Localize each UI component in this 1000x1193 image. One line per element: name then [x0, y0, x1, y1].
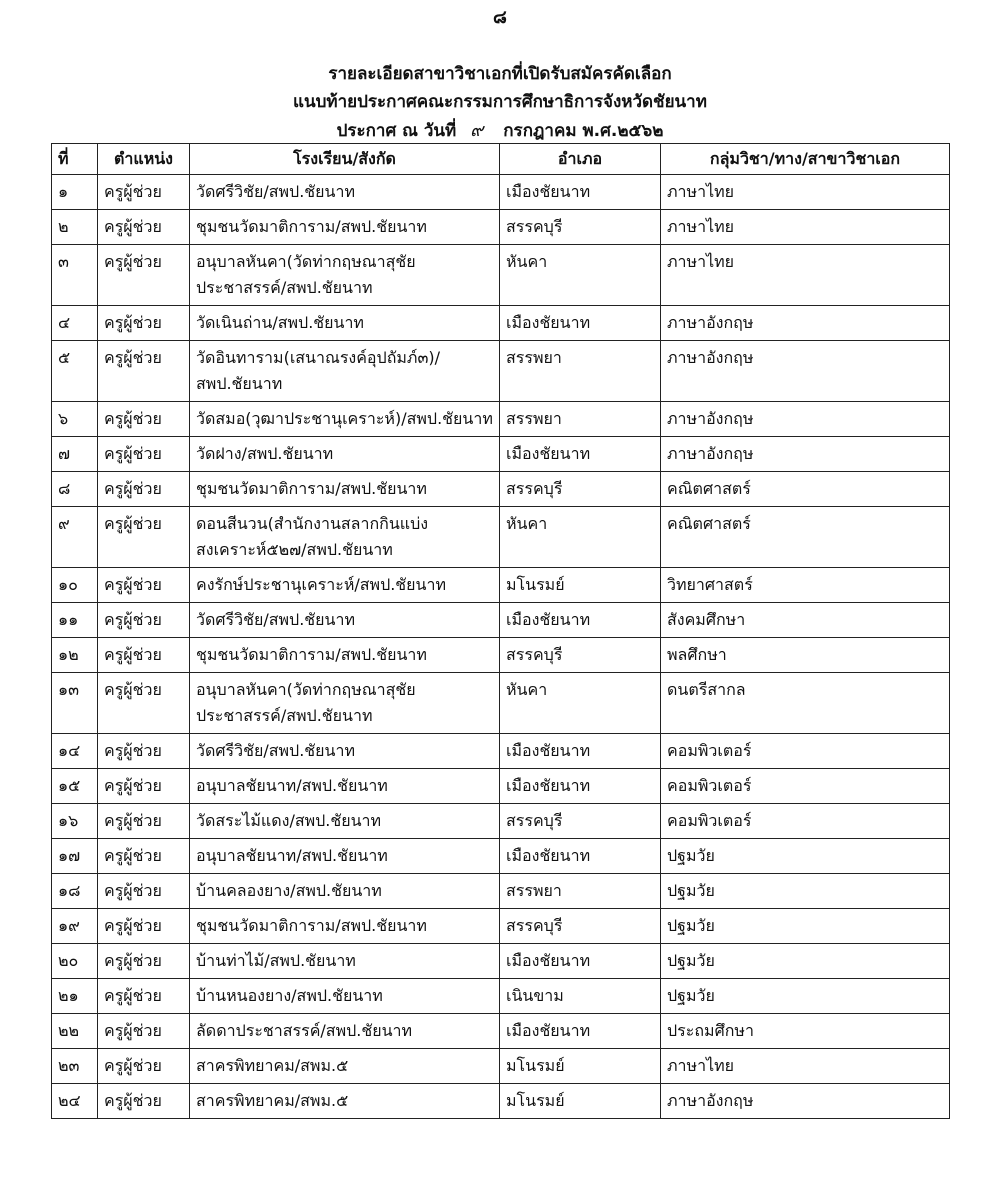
document-subtitle: แนบท้ายประกาศคณะกรรมการศึกษาธิการจังหวัดชัยนาท — [293, 92, 707, 112]
cell-subject: ปฐมวัย — [661, 979, 950, 1014]
cell-school: อนุบาลชัยนาท/สพป.ชัยนาท — [190, 839, 500, 874]
cell-district: เมืองชัยนาท — [500, 734, 661, 769]
cell-district: มโนรมย์ — [500, 568, 661, 603]
cell-subject: ภาษาไทย — [661, 1049, 950, 1084]
cell-subject: คอมพิวเตอร์ — [661, 734, 950, 769]
table-row — [52, 437, 950, 472]
cell-subject: วิทยาศาสตร์ — [661, 568, 950, 603]
cell-subject: ประถมศึกษา — [661, 1014, 950, 1049]
cell-position: ครูผู้ช่วย — [98, 874, 190, 909]
cell-school: วัดสระไม้แดง/สพป.ชัยนาท — [190, 804, 500, 839]
cell-no: ๖ — [52, 402, 98, 437]
table-row — [52, 472, 950, 507]
cell-district: สรรคบุรี — [500, 210, 661, 245]
cell-no: ๑๒ — [52, 638, 98, 673]
table-row — [52, 603, 950, 638]
cell-no: ๒๐ — [52, 944, 98, 979]
cell-position: ครูผู้ช่วย — [98, 568, 190, 603]
header-school: โรงเรียน/สังกัด — [190, 144, 500, 175]
table-header-row — [52, 144, 950, 175]
cell-no: ๑๙ — [52, 909, 98, 944]
cell-subject: ภาษาอังกฤษ — [661, 1084, 950, 1119]
cell-position: ครูผู้ช่วย — [98, 341, 190, 402]
cell-school: วัดศรีวิชัย/สพป.ชัยนาท — [190, 603, 500, 638]
date-day-handwritten: ๙ — [470, 120, 484, 141]
cell-no: ๑๗ — [52, 839, 98, 874]
cell-position: ครูผู้ช่วย — [98, 909, 190, 944]
cell-district: เมืองชัยนาท — [500, 175, 661, 210]
cell-position: ครูผู้ช่วย — [98, 804, 190, 839]
cell-district: เมืองชัยนาท — [500, 1014, 661, 1049]
cell-school: ชุมชนวัดมาติการาม/สพป.ชัยนาท — [190, 909, 500, 944]
cell-subject: คอมพิวเตอร์ — [661, 769, 950, 804]
cell-district: เมืองชัยนาท — [500, 306, 661, 341]
table-row — [52, 769, 950, 804]
cell-school: อนุบาลหันคา(วัดท่ากฤษณาสุชัยประชาสรรค์/สพป.ชัยนาท — [190, 673, 500, 734]
cell-school: ลัดดาประชาสรรค์/สพป.ชัยนาท — [190, 1014, 500, 1049]
table-row — [52, 402, 950, 437]
table-row — [52, 245, 950, 306]
cell-position: ครูผู้ช่วย — [98, 673, 190, 734]
cell-position: ครูผู้ช่วย — [98, 734, 190, 769]
cell-position: ครูผู้ช่วย — [98, 603, 190, 638]
table-row — [52, 210, 950, 245]
cell-no: ๒๑ — [52, 979, 98, 1014]
announcement-date-line — [0, 115, 1000, 144]
cell-no: ๑๑ — [52, 603, 98, 638]
cell-position: ครูผู้ช่วย — [98, 979, 190, 1014]
table-row — [52, 874, 950, 909]
cell-school: วัดฝาง/สพป.ชัยนาท — [190, 437, 500, 472]
cell-subject: ปฐมวัย — [661, 874, 950, 909]
cell-position: ครูผู้ช่วย — [98, 638, 190, 673]
cell-district: มโนรมย์ — [500, 1049, 661, 1084]
table-row — [52, 306, 950, 341]
cell-no: ๑๕ — [52, 769, 98, 804]
cell-position: ครูผู้ช่วย — [98, 1049, 190, 1084]
cell-position: ครูผู้ช่วย — [98, 210, 190, 245]
cell-position: ครูผู้ช่วย — [98, 944, 190, 979]
cell-school: วัดสมอ(วุฒาประชานุเคราะห์)/สพป.ชัยนาท — [190, 402, 500, 437]
document-title: รายละเอียดสาขาวิชาเอกที่เปิดรับสมัครคัดเลือก — [328, 64, 672, 84]
table-row — [52, 507, 950, 568]
cell-no: ๕ — [52, 341, 98, 402]
cell-school: วัดศรีวิชัย/สพป.ชัยนาท — [190, 175, 500, 210]
date-prefix: ประกาศ ณ วันที่ — [336, 121, 457, 141]
table-row — [52, 638, 950, 673]
cell-position: ครูผู้ช่วย — [98, 437, 190, 472]
cell-school: ชุมชนวัดมาติการาม/สพป.ชัยนาท — [190, 638, 500, 673]
cell-school: ดอนสีนวน(สำนักงานสลากกินแบ่งสงเคราะห์๕๒๗/สพป.ชัยนาท — [190, 507, 500, 568]
cell-subject: ปฐมวัย — [661, 909, 950, 944]
cell-school: ชุมชนวัดมาติการาม/สพป.ชัยนาท — [190, 210, 500, 245]
table-row — [52, 839, 950, 874]
cell-district: เมืองชัยนาท — [500, 944, 661, 979]
cell-subject: พลศึกษา — [661, 638, 950, 673]
cell-district: สรรพยา — [500, 874, 661, 909]
cell-district: สรรพยา — [500, 402, 661, 437]
cell-school: สาครพิทยาคม/สพม.๕ — [190, 1049, 500, 1084]
cell-no: ๑๓ — [52, 673, 98, 734]
table-row — [52, 979, 950, 1014]
cell-subject: ปฐมวัย — [661, 944, 950, 979]
table-row — [52, 909, 950, 944]
cell-school: บ้านหนองยาง/สพป.ชัยนาท — [190, 979, 500, 1014]
table-row — [52, 734, 950, 769]
cell-subject: สังคมศึกษา — [661, 603, 950, 638]
cell-no: ๒๒ — [52, 1014, 98, 1049]
cell-position: ครูผู้ช่วย — [98, 175, 190, 210]
table-row — [52, 175, 950, 210]
cell-subject: ภาษาไทย — [661, 210, 950, 245]
table-row — [52, 568, 950, 603]
cell-position: ครูผู้ช่วย — [98, 839, 190, 874]
cell-position: ครูผู้ช่วย — [98, 472, 190, 507]
table-row — [52, 341, 950, 402]
cell-subject: คณิตศาสตร์ — [661, 472, 950, 507]
cell-district: เมืองชัยนาท — [500, 437, 661, 472]
date-suffix: กรกฎาคม พ.ศ.๒๕๖๒ — [503, 121, 664, 141]
table-row — [52, 1084, 950, 1119]
cell-district: หันคา — [500, 507, 661, 568]
header-no: ที่ — [52, 144, 98, 175]
header-subject: กลุ่มวิชา/ทาง/สาขาวิชาเอก — [661, 144, 950, 175]
cell-no: ๑๐ — [52, 568, 98, 603]
cell-school: บ้านท่าไม้/สพป.ชัยนาท — [190, 944, 500, 979]
table-row — [52, 673, 950, 734]
cell-school: คงรักษ์ประชานุเคราะห์/สพป.ชัยนาท — [190, 568, 500, 603]
page-number: ๘ — [493, 7, 507, 28]
table-row — [52, 1014, 950, 1049]
cell-school: อนุบาลชัยนาท/สพป.ชัยนาท — [190, 769, 500, 804]
cell-no: ๒๓ — [52, 1049, 98, 1084]
table-row — [52, 1049, 950, 1084]
cell-subject: ภาษาไทย — [661, 245, 950, 306]
cell-position: ครูผู้ช่วย — [98, 507, 190, 568]
cell-subject: ภาษาไทย — [661, 175, 950, 210]
table-body — [52, 175, 950, 1119]
cell-no: ๙ — [52, 507, 98, 568]
cell-subject: ภาษาอังกฤษ — [661, 402, 950, 437]
cell-position: ครูผู้ช่วย — [98, 306, 190, 341]
positions-table — [51, 143, 950, 1119]
cell-school: สาครพิทยาคม/สพม.๕ — [190, 1084, 500, 1119]
cell-no: ๓ — [52, 245, 98, 306]
cell-district: สรรคบุรี — [500, 472, 661, 507]
cell-district: เมืองชัยนาท — [500, 839, 661, 874]
cell-no: ๑๘ — [52, 874, 98, 909]
header-position: ตำแหน่ง — [98, 144, 190, 175]
cell-school: บ้านคลองยาง/สพป.ชัยนาท — [190, 874, 500, 909]
cell-no: ๔ — [52, 306, 98, 341]
cell-school: วัดอินทาราม(เสนาณรงค์อุปถัมภ์๓)/สพป.ชัยนาท — [190, 341, 500, 402]
cell-no: ๘ — [52, 472, 98, 507]
cell-district: เมืองชัยนาท — [500, 603, 661, 638]
cell-position: ครูผู้ช่วย — [98, 402, 190, 437]
cell-district: หันคา — [500, 245, 661, 306]
cell-district: สรรคบุรี — [500, 804, 661, 839]
cell-district: มโนรมย์ — [500, 1084, 661, 1119]
cell-district: เนินขาม — [500, 979, 661, 1014]
cell-no: ๑๖ — [52, 804, 98, 839]
cell-school: ชุมชนวัดมาติการาม/สพป.ชัยนาท — [190, 472, 500, 507]
table-row — [52, 804, 950, 839]
table-row — [52, 944, 950, 979]
header-district: อำเภอ — [500, 144, 661, 175]
cell-subject: ภาษาอังกฤษ — [661, 306, 950, 341]
cell-district: สรรคบุรี — [500, 638, 661, 673]
cell-district: หันคา — [500, 673, 661, 734]
cell-position: ครูผู้ช่วย — [98, 1014, 190, 1049]
cell-no: ๑ — [52, 175, 98, 210]
cell-no: ๑๔ — [52, 734, 98, 769]
cell-position: ครูผู้ช่วย — [98, 1084, 190, 1119]
cell-position: ครูผู้ช่วย — [98, 769, 190, 804]
cell-no: ๗ — [52, 437, 98, 472]
cell-no: ๒ — [52, 210, 98, 245]
cell-subject: ภาษาอังกฤษ — [661, 341, 950, 402]
cell-position: ครูผู้ช่วย — [98, 245, 190, 306]
cell-subject: ปฐมวัย — [661, 839, 950, 874]
cell-no: ๒๔ — [52, 1084, 98, 1119]
cell-school: อนุบาลหันคา(วัดท่ากฤษณาสุชัยประชาสรรค์/สพป.ชัยนาท — [190, 245, 500, 306]
cell-school: วัดศรีวิชัย/สพป.ชัยนาท — [190, 734, 500, 769]
cell-district: สรรพยา — [500, 341, 661, 402]
cell-subject: คอมพิวเตอร์ — [661, 804, 950, 839]
cell-subject: ภาษาอังกฤษ — [661, 437, 950, 472]
cell-subject: คณิตศาสตร์ — [661, 507, 950, 568]
cell-district: สรรคบุรี — [500, 909, 661, 944]
cell-school: วัดเนินถ่าน/สพป.ชัยนาท — [190, 306, 500, 341]
cell-district: เมืองชัยนาท — [500, 769, 661, 804]
cell-subject: ดนตรีสากล — [661, 673, 950, 734]
